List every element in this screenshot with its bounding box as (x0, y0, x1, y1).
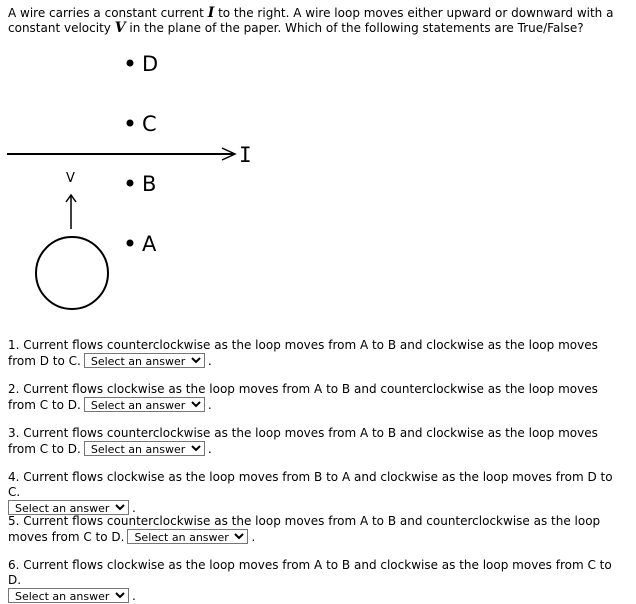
question-4-text: 4. Current flows clockwise as the loop moves from B to A and clockwise as the loop moves from D to C. (8, 470, 613, 499)
point-c-label: C (142, 112, 157, 136)
wire-loop-diagram (0, 40, 300, 330)
wire-loop (36, 237, 108, 309)
question-1-answer-select[interactable] (84, 353, 205, 368)
point-a-label: A (142, 232, 157, 256)
question-6-text: 6. Current flows clockwise as the loop moves from A to B and clockwise as the loop moves from C to D. (8, 558, 612, 587)
velocity-variable: V (114, 20, 126, 36)
question-4 (8, 470, 628, 516)
point-a-dot (127, 240, 134, 247)
point-c-dot (127, 120, 134, 127)
point-b-dot (127, 180, 134, 187)
question-2-answer-select[interactable] (84, 397, 205, 412)
point-b-label: B (142, 172, 157, 196)
question-6-answer-select[interactable] (8, 588, 129, 603)
question-5-answer-select[interactable] (127, 529, 248, 544)
question-5-text: 5. Current flows counterclockwise as the loop moves from A to B and counterclockwise as the loop moves from C to D. (8, 514, 601, 544)
intro-text-2: to the right. A wire loop moves either upward or downward with a constant velocity (8, 6, 614, 35)
question-4-period: . (132, 501, 136, 515)
point-d-label: D (142, 52, 159, 76)
problem-statement (8, 6, 628, 36)
question-2 (8, 382, 628, 413)
velocity-label: V (66, 171, 75, 186)
question-5 (8, 514, 628, 545)
question-6-period: . (132, 589, 136, 603)
intro-text-3: in the plane of the paper. Which of the following statements are True/False? (125, 21, 584, 35)
question-2-text: 2. Current flows clockwise as the loop moves from A to B and counterclockwise as the loop moves from C to D. (8, 382, 598, 412)
question-4-answer-select[interactable] (8, 500, 129, 515)
question-3-text: 3. Current flows counterclockwise as the loop moves from A to B and clockwise as the loop moves from C to D. (8, 426, 598, 456)
question-6 (8, 558, 628, 604)
point-d-dot (127, 60, 134, 67)
intro-text-1: A wire carries a constant current (8, 6, 208, 20)
question-1 (8, 338, 628, 369)
question-1-text: 1. Current flows counterclockwise as the loop moves from A to B and clockwise as the loop moves from D to C. (8, 338, 598, 368)
question-3-period: . (207, 442, 212, 456)
question-5-period: . (251, 530, 256, 544)
question-2-period: . (207, 398, 212, 412)
question-1-period: . (207, 354, 212, 368)
current-label: I (239, 143, 252, 167)
question-3-answer-select[interactable] (84, 441, 205, 456)
current-variable: I (207, 5, 215, 21)
question-3 (8, 426, 628, 457)
